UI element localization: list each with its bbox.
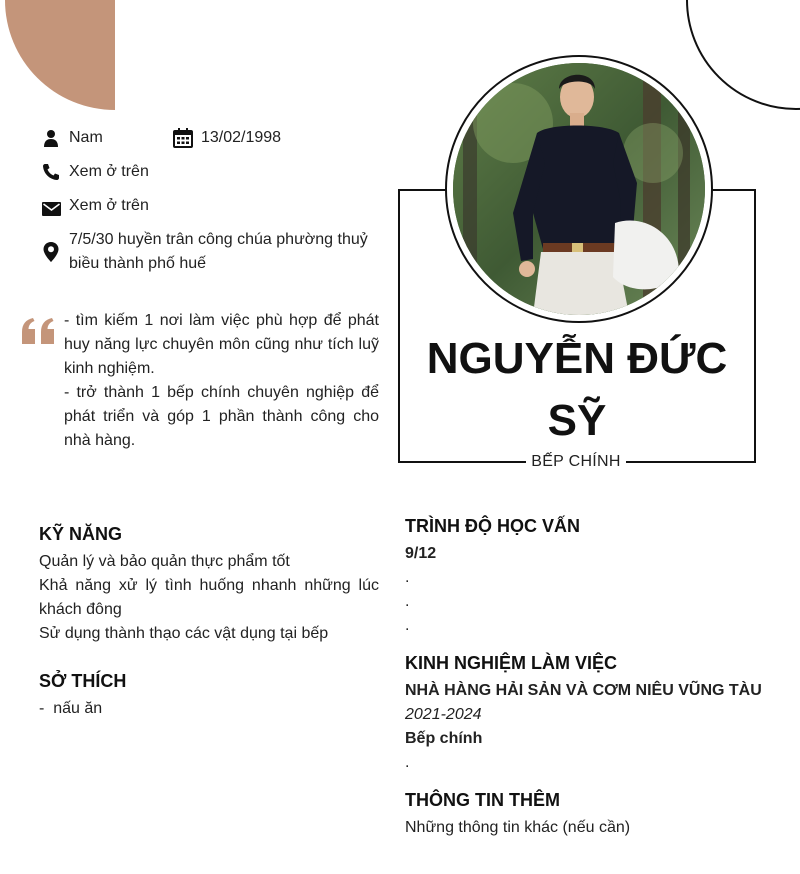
skill-item: Quản lý và bảo quản thực phẩm tốt (39, 553, 290, 570)
phone-row (40, 160, 149, 184)
phone-icon (40, 160, 62, 184)
email-icon (40, 194, 62, 218)
birthday-value: 13/02/1998 (201, 129, 282, 146)
gender-value: Nam (69, 129, 103, 146)
full-name: NGUYỄN ĐỨC SỸ (426, 334, 728, 445)
birthday-row (172, 126, 281, 150)
job-title: BẾP CHÍNH (526, 450, 626, 474)
experience-detail: . (405, 754, 410, 771)
address-row (40, 228, 379, 276)
skills-title: KỸ NĂNG (39, 524, 123, 544)
objective-line: - trở thành 1 bếp chính chuyên nghiệp để phát triển và góp 1 phần thành công cho nhà hàng. (64, 384, 379, 449)
location-pin-icon (40, 228, 62, 276)
career-objective (64, 309, 379, 453)
calendar-icon (172, 126, 194, 150)
skill-item: Khả năng xử lý tình huống nhanh những lúc khách đông (39, 577, 379, 618)
quote-icon (22, 288, 56, 354)
extra-info-text: Những thông tin khác (nếu cần) (405, 819, 631, 836)
extra-info-title: THÔNG TIN THÊM (405, 790, 560, 810)
education-title: TRÌNH ĐỘ HỌC VẤN (405, 516, 580, 536)
objective-line: - tìm kiếm 1 nơi làm việc phù hợp để phát huy năng lực chuyên môn cũng như tích luỹ kinh nghiệm. (64, 312, 379, 377)
experience-period: 2021-2024 (405, 706, 482, 723)
email-value: Xem ở trên (69, 197, 149, 214)
hobby-item: - nấu ăn (39, 700, 103, 717)
hobbies-title: SỞ THÍCH (39, 671, 127, 691)
skill-item: Sử dụng thành thạo các vật dụng tại bếp (39, 625, 329, 642)
person-icon (40, 126, 62, 150)
outline-circle-decoration (686, 0, 800, 110)
phone-value: Xem ở trên (69, 163, 149, 180)
experience-position: Bếp chính (405, 730, 483, 747)
email-row (40, 194, 149, 218)
education-detail: . (405, 617, 410, 634)
experience-company: NHÀ HÀNG HẢI SẢN VÀ CƠM NIÊU VŨNG TÀU (405, 682, 762, 699)
gender-row (40, 126, 103, 150)
avatar (453, 63, 705, 315)
experience-title: KINH NGHIỆM LÀM VIỆC (405, 653, 618, 673)
education-detail: . (405, 593, 410, 610)
accent-circle-decoration (5, 0, 225, 110)
education-degree: 9/12 (405, 545, 437, 562)
address-value: 7/5/30 huyền trân công chúa phường thuỷ biều thành phố huế (69, 231, 368, 272)
education-detail: . (405, 569, 410, 586)
